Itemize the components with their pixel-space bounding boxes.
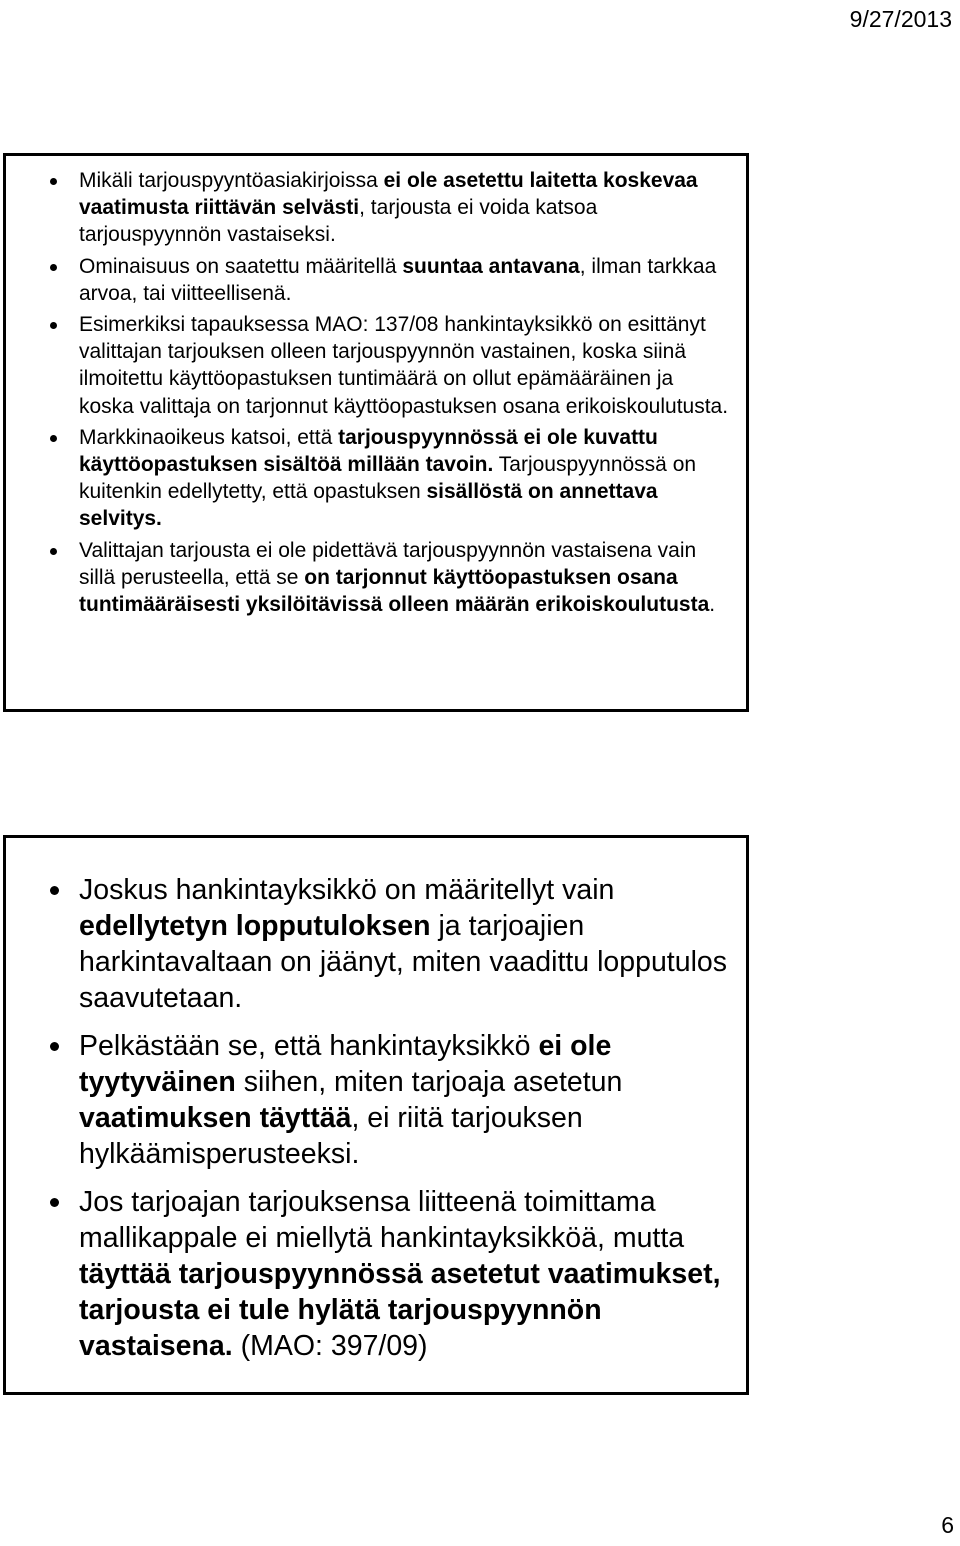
bullet-icon (50, 178, 57, 185)
slide-1 (3, 153, 749, 712)
segment: Ominaisuus on saatettu määritellä (79, 254, 403, 278)
slide-2 (3, 835, 749, 1395)
segment: , ilman tarkkaa arvoa, tai viitteellisenä. (79, 254, 717, 305)
segment: , ei riitä tarjouksen hylkäämisperusteeksi. (79, 1102, 583, 1170)
segment: , tarjousta ei voida katsoa tarjouspyynnön vastaiseksi. (79, 196, 598, 247)
bullet-item (6, 424, 730, 533)
bullet-item (6, 167, 730, 249)
bullet-icon (50, 886, 59, 895)
bullet-list (6, 872, 730, 1364)
bullet-icon (50, 264, 57, 271)
bullet-item (6, 253, 730, 307)
segment: Tarjouspyynnössä on kuitenkin edellytetty, että opastuksen (79, 453, 697, 504)
segment-bold: suuntaa antavana (402, 254, 580, 278)
bullet-item (6, 872, 730, 1016)
bullet-item (6, 1028, 730, 1172)
bullet-icon (50, 548, 57, 555)
segment: siihen, miten tarjoaja asetetun (235, 1066, 623, 1098)
bullet-icon (50, 322, 57, 329)
segment-bold: täyttää tarjouspyynnössä asetetut vaatimukset, tarjousta ei tule hylätä tarjouspyynnön vastaisena. (79, 1258, 721, 1362)
page-number: 6 (941, 1512, 954, 1538)
bullet-item (6, 1184, 730, 1364)
segment: Esimerkiksi tapauksessa MAO: 137/08 hankintayksikkö on esittänyt valittajan tarjouksen olleen tarjouspyynnön vastainen, koska siinä ilmoitettu käyttöopastuksen tuntimäärä on ollut epämääräinen ja koska valittaja on tarjonnut käyttöopastuksen osana erikoiskoulutusta. (79, 313, 729, 418)
segment-bold: vaatimuksen täyttää (79, 1102, 352, 1134)
segment: Mikäli tarjouspyyntöasiakirjoissa (79, 169, 384, 192)
segment: (MAO: 397/09) (232, 1330, 428, 1362)
segment-bold: edellytetyn lopputuloksen (79, 910, 431, 942)
segment: . (709, 593, 716, 617)
bullet-icon (50, 1042, 59, 1051)
bullet-list (6, 167, 730, 618)
bullet-icon (50, 1198, 59, 1207)
segment: Joskus hankintayksikkö on määritellyt vain (79, 874, 615, 906)
segment-bold: tarjouspyynnössä ei ole kuvattu käyttöopastuksen sisältöä millään tavoin. (79, 425, 658, 477)
segment-bold: on tarjonnut käyttöopastuksen osana tuntimääräisesti yksilöitävissä olleen määrän erikoiskoulutusta (79, 565, 710, 617)
segment-bold: ei ole asetettu laitetta koskevaa vaatimusta riittävän selvästi (79, 169, 698, 220)
segment: Jos tarjoajan tarjouksensa liitteenä toimittama mallikappale ei miellytä hankintayksikköä, mutta (79, 1186, 685, 1254)
segment-bold: sisällöstä on annettava selvitys. (79, 480, 658, 531)
segment: Pelkästään se, että hankintayksikkö (79, 1030, 539, 1062)
segment: ja tarjoajien harkintavaltaan on jäänyt, miten vaadittu lopputulos saavutetaan. (79, 910, 727, 1014)
segment: Markkinaoikeus katsoi, että (79, 425, 339, 449)
bullet-icon (50, 435, 57, 442)
header-date: 9/27/2013 (849, 6, 952, 32)
bullet-item (6, 537, 730, 619)
bullet-item (6, 311, 730, 420)
segment: Valittajan tarjousta ei ole pidettävä tarjouspyynnön vastaisena vain sillä perusteella, että se (79, 538, 697, 589)
segment-bold: ei ole tyytyväinen (79, 1030, 612, 1098)
